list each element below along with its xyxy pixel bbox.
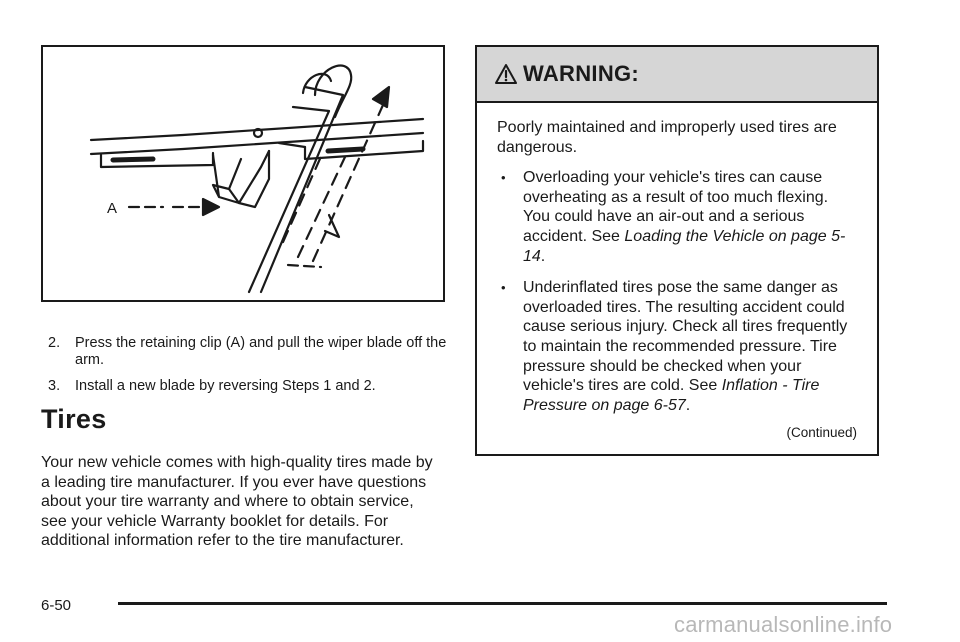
bullet-text: Underinflated tires pose the same danger as overloaded tires. The resulting accident could cause serious injury. Check all tires frequently to maintain the recommended pressure. Tire pressure should be checked when your vehicle's tires are cold. See [523, 279, 848, 395]
wiper-diagram [43, 47, 443, 300]
section-paragraph: Your new vehicle comes with high-quality tires made by a leading tire manufacturer. If you ever have questions about your tire warranty and where to obtain service, see your vehicle Warranty booklet for details. For additional information refer to the tire manufacturer. [41, 454, 433, 550]
callout-a-label: A [107, 200, 118, 217]
wiper-blade-illustration [41, 45, 445, 302]
footer-rule [118, 602, 887, 605]
bullet-end: . [685, 396, 691, 414]
warning-body [477, 103, 877, 443]
warning-triangle-icon [495, 63, 517, 85]
list-item [497, 168, 857, 266]
bullet-glyph: • [501, 170, 506, 186]
warning-header [477, 47, 877, 103]
warning-intro: Poorly maintained and improperly used tires are dangerous. [497, 119, 837, 156]
page-number: 6-50 [41, 597, 72, 614]
page-reference: Loading the Vehicle on page 5-14 [523, 227, 846, 265]
warning-title: WARNING: [523, 61, 640, 86]
watermark: carmanualsonline.info [674, 612, 893, 637]
warning-box [475, 45, 879, 456]
list-item [48, 335, 448, 369]
step-number: 3. [48, 378, 61, 394]
step-text: Install a new blade by reversing Steps 1 and 2. [75, 378, 376, 394]
bullet-text: Overloading your vehicle's tires can cause overheating as a result of too much flexing. You could have an air-out and a serious accident. See [523, 169, 829, 245]
continued-label: (Continued) [786, 425, 857, 441]
list-item [48, 378, 448, 395]
step-list [48, 335, 448, 404]
page-reference: Inflation - Tire Pressure on page 6-57 [523, 377, 820, 414]
step-number: 2. [48, 335, 61, 351]
bullet-glyph: • [501, 280, 506, 296]
step-text: Press the retaining clip (A) and pull the wiper blade off the arm. [75, 335, 447, 368]
warning-bullets [497, 168, 857, 415]
section-heading: Tires [41, 404, 107, 434]
bullet-end: . [540, 247, 546, 265]
list-item [497, 278, 857, 415]
